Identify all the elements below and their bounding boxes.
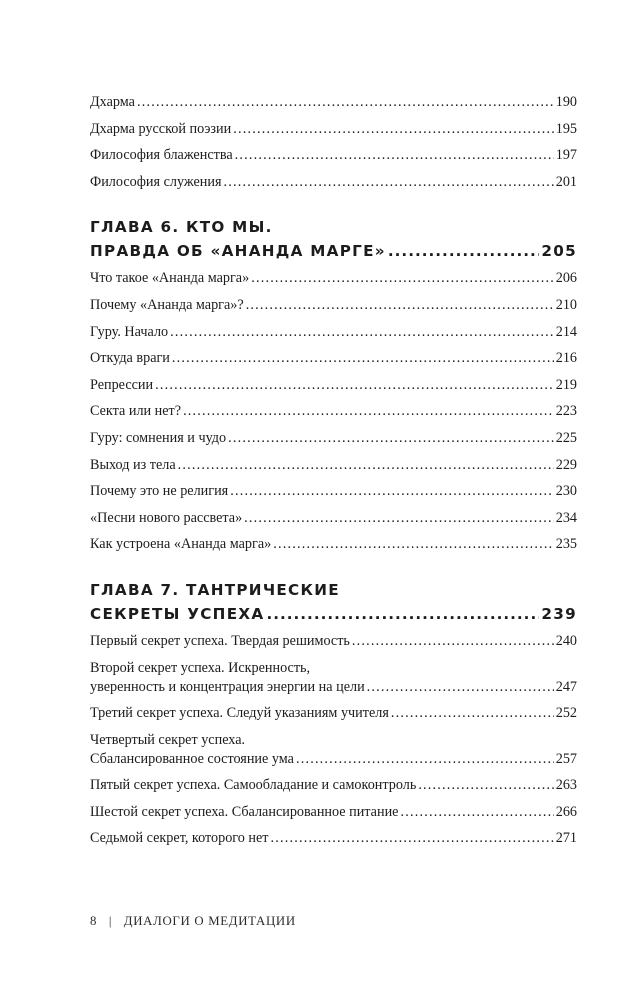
dot-leader xyxy=(183,402,554,421)
page-footer xyxy=(90,914,296,929)
toc-entry[interactable] xyxy=(90,731,577,769)
dot-leader xyxy=(391,704,554,723)
dot-leader xyxy=(155,376,554,395)
toc-entry-page: 197 xyxy=(555,147,577,164)
chapter-7-heading-line1: ГЛАВА 7. ТАНТРИЧЕСКИЕ xyxy=(90,580,340,599)
toc-entry[interactable] xyxy=(90,376,577,395)
toc-entry-page: 225 xyxy=(555,429,577,446)
dot-leader xyxy=(137,93,554,112)
toc-entry-title: Гуру: сомнения и чудо xyxy=(90,429,227,446)
toc-entry[interactable] xyxy=(90,349,577,368)
dot-leader xyxy=(400,803,553,822)
toc-entry-title: Третий секрет успеха. Следуй указаниям учителя xyxy=(90,705,389,722)
toc-entry-page: 240 xyxy=(555,632,577,649)
dot-leader xyxy=(367,678,554,697)
toc-entry-title: Выход из тела xyxy=(90,456,176,473)
dot-leader xyxy=(233,120,553,139)
dot-leader xyxy=(172,349,554,368)
dot-leader xyxy=(230,482,554,501)
chapter-6-heading-line2 xyxy=(90,239,577,263)
toc-entry-title-line2: Сбалансированное состояние ума xyxy=(90,750,294,767)
dot-leader xyxy=(352,632,554,651)
toc-entry[interactable] xyxy=(90,482,577,501)
toc-entry-page: 257 xyxy=(555,750,577,767)
dot-leader xyxy=(235,146,554,165)
toc-entry-title: Откуда враги xyxy=(90,350,170,367)
toc-entry[interactable] xyxy=(90,402,577,421)
dot-leader xyxy=(223,173,553,192)
toc-entry-page: 266 xyxy=(555,803,577,820)
toc-entry[interactable] xyxy=(90,509,577,528)
toc-entry-page: 263 xyxy=(555,777,577,794)
toc-entry-page: 210 xyxy=(555,296,577,313)
toc-entry-title: Почему это не религия xyxy=(90,483,229,500)
chapter-7-page: 239 xyxy=(541,604,577,623)
toc-entry-title: Что такое «Ананда марга» xyxy=(90,270,250,287)
toc-entry[interactable] xyxy=(90,776,577,795)
toc-entry-title: Гуру. Начало xyxy=(90,323,169,340)
dot-leader xyxy=(251,269,554,288)
page-number: 8 xyxy=(90,914,98,928)
dot-leader xyxy=(246,296,554,315)
toc-entry-page: 190 xyxy=(555,94,577,110)
toc-entry-page: 219 xyxy=(555,376,577,393)
toc-entry-page: 235 xyxy=(555,536,577,553)
chapter-6-heading-line1: ГЛАВА 6. КТО МЫ. xyxy=(90,218,273,237)
toc-entry[interactable] xyxy=(90,632,577,651)
chapter-6-title: ПРАВДА ОБ «АНАНДА МАРГЕ» xyxy=(90,242,386,261)
dot-leader xyxy=(170,323,554,342)
toc-entry-title: Секта или нет? xyxy=(90,403,182,420)
chapter-7-heading-line2 xyxy=(90,602,577,626)
toc-entry[interactable] xyxy=(90,659,577,697)
toc-entry-title: Первый секрет успеха. Твердая решимость xyxy=(90,632,350,649)
toc-entry-page: 271 xyxy=(555,830,577,847)
toc-entry[interactable] xyxy=(90,120,577,139)
toc-entry[interactable] xyxy=(90,269,577,288)
toc-entry-line2 xyxy=(90,678,577,697)
toc-entry[interactable] xyxy=(90,146,577,165)
toc-entry-title: Философия блаженства xyxy=(90,147,233,164)
chapter-6-heading[interactable] xyxy=(90,215,577,263)
toc-entry[interactable] xyxy=(90,803,577,822)
toc-entry-title: Дхарма xyxy=(90,94,135,110)
toc-entry-title: Репрессии xyxy=(90,376,154,393)
toc-entry-page: 247 xyxy=(555,678,577,695)
toc-entry[interactable] xyxy=(90,704,577,723)
toc-entry[interactable] xyxy=(90,323,577,342)
toc-entry-title: Как устроена «Ананда марга» xyxy=(90,536,272,553)
chapter-6-page: 205 xyxy=(541,242,577,261)
dot-leader xyxy=(273,535,553,554)
toc-entry-title: Седьмой секрет, которого нет xyxy=(90,830,269,847)
toc-entry-page: 223 xyxy=(555,403,577,420)
toc-entry-line2 xyxy=(90,750,577,769)
dot-leader xyxy=(228,429,554,448)
dot-leader xyxy=(266,602,539,626)
table-of-contents xyxy=(90,93,577,856)
toc-entry-page: 252 xyxy=(555,705,577,722)
toc-entry-title-line2: уверенность и концентрация энергии на цели xyxy=(90,678,365,695)
chapter-7-title: СЕКРЕТЫ УСПЕХА xyxy=(90,604,265,623)
toc-entry-title: Шестой секрет успеха. Сбалансированное питание xyxy=(90,803,399,820)
toc-entry-title: «Песни нового рассвета» xyxy=(90,509,243,526)
toc-entry-page: 201 xyxy=(555,173,577,190)
toc-entry-page: 216 xyxy=(555,350,577,367)
toc-entry-title: Философия служения xyxy=(90,173,222,190)
toc-entry[interactable] xyxy=(90,829,577,848)
toc-entry[interactable] xyxy=(90,429,577,448)
toc-entry-title: Дхарма русской поэзии xyxy=(90,120,232,137)
dot-leader xyxy=(244,509,554,528)
toc-entry-title-line1: Второй секрет успеха. Искренность, xyxy=(90,659,311,676)
running-title: ДИАЛОГИ О МЕДИТАЦИИ xyxy=(123,914,296,928)
toc-entry[interactable] xyxy=(90,535,577,554)
toc-entry-title: Пятый секрет успеха. Самообладание и самоконтроль xyxy=(90,777,417,794)
toc-entry-page: 214 xyxy=(555,323,577,340)
dot-leader xyxy=(388,239,540,263)
toc-entry-title: Почему «Ананда марга»? xyxy=(90,296,244,313)
dot-leader xyxy=(178,456,554,475)
toc-entry-page: 206 xyxy=(555,270,577,287)
footer-separator: | xyxy=(108,914,113,928)
toc-entry-page: 230 xyxy=(555,483,577,500)
toc-entry[interactable] xyxy=(90,173,577,192)
dot-leader xyxy=(271,829,554,848)
toc-entry-page: 234 xyxy=(555,509,577,526)
toc-entry[interactable] xyxy=(90,296,577,315)
chapter-7-heading[interactable] xyxy=(90,578,577,626)
toc-entry[interactable] xyxy=(90,456,577,475)
dot-leader xyxy=(296,750,554,769)
toc-entry-page: 195 xyxy=(555,120,577,137)
toc-entry[interactable] xyxy=(90,93,577,112)
dot-leader xyxy=(418,776,553,795)
toc-entry-page: 229 xyxy=(555,456,577,473)
toc-entry-title-line1: Четвертый секрет успеха. xyxy=(90,731,246,748)
